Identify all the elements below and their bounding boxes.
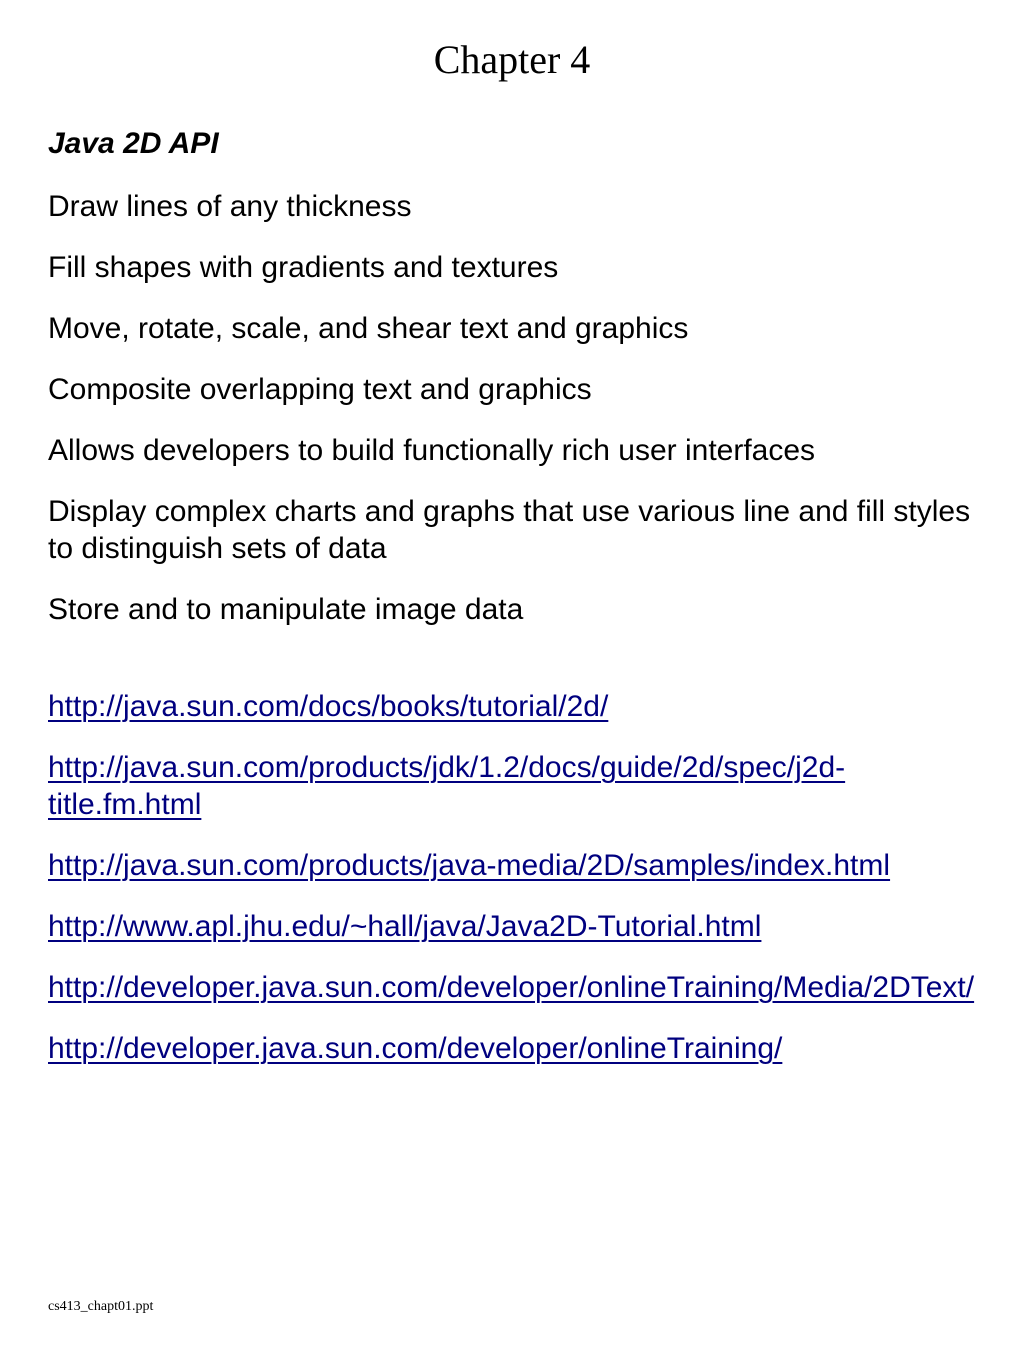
link-item: [48, 1030, 998, 1067]
reference-link[interactable]: http://java.sun.com/docs/books/tutorial/2d/: [48, 690, 609, 723]
link-item: [48, 749, 998, 823]
reference-link[interactable]: http://developer.java.sun.com/developer/onlineTraining/: [48, 1032, 783, 1065]
footer-filename: cs413_chapt01.ppt: [48, 1299, 154, 1314]
feature-item: Display complex charts and graphs that use various line and fill styles to distinguish sets of data: [48, 495, 971, 565]
feature-item: Allows developers to build functionally rich user interfaces: [48, 434, 816, 467]
reference-links: [48, 688, 998, 1067]
link-item: [48, 847, 998, 884]
feature-list: [48, 188, 998, 628]
feature-item: Store and to manipulate image data: [48, 593, 524, 626]
feature-item: Composite overlapping text and graphics: [48, 373, 592, 406]
page-title: Chapter 4: [433, 37, 591, 82]
feature-item: Move, rotate, scale, and shear text and graphics: [48, 312, 689, 345]
feature-item: Draw lines of any thickness: [48, 190, 412, 223]
slide-content: [48, 124, 998, 1091]
feature-item: Fill shapes with gradients and textures: [48, 251, 559, 284]
link-item: [48, 908, 998, 945]
link-item: [48, 688, 998, 725]
spacer: [48, 652, 998, 688]
reference-link[interactable]: http://www.apl.jhu.edu/~hall/java/Java2D-Tutorial.html: [48, 910, 762, 943]
reference-link[interactable]: http://developer.java.sun.com/developer/onlineTraining/Media/2DText/: [48, 971, 975, 1004]
link-item: [48, 969, 998, 1006]
reference-link[interactable]: http://java.sun.com/products/java-media/2D/samples/index.html: [48, 849, 891, 882]
reference-link[interactable]: http://java.sun.com/products/jdk/1.2/docs/guide/2d/spec/j2d-title.fm.html: [48, 751, 846, 821]
section-subtitle: Java 2D API: [48, 127, 219, 160]
